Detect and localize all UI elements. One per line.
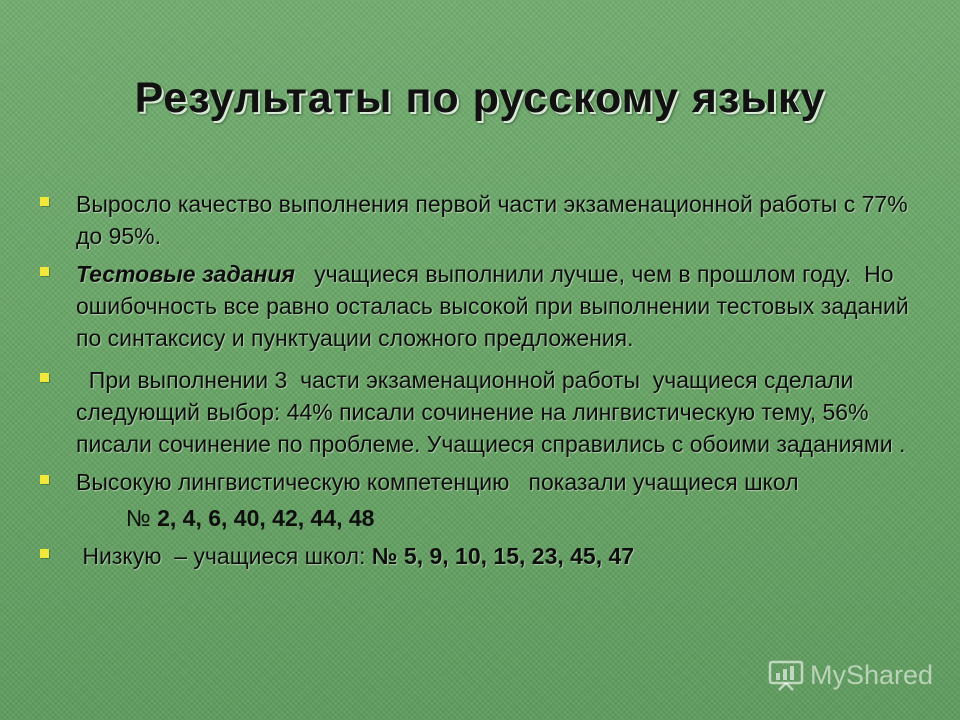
bullet-item-high-competence — [40, 466, 930, 498]
high-schools-line — [40, 502, 930, 534]
bullet-list — [40, 188, 930, 572]
presentation-board-icon — [768, 659, 804, 691]
bullet-text: Выросло качество выполнения первой части экзаменационной работы с 77% до 95%. — [76, 191, 908, 249]
bullet-item-quality — [40, 188, 930, 252]
bullet-item-low — [40, 540, 930, 572]
bullet-item-tests — [40, 258, 930, 354]
square-bullet-icon — [40, 197, 49, 206]
bullet-text: учащиеся выполнили лучше, чем в прошлом году. Но ошибочность все равно осталась высокой при выполнении тестовых заданий по синтаксису и пунктуации сложного предложения. — [76, 261, 916, 351]
number-sign: № — [126, 505, 158, 531]
bullet-text: Высокую лингвистическую компетенцию показали учащиеся школ — [76, 469, 799, 495]
bullet-emphasis: Тестовые задания — [76, 261, 295, 287]
square-bullet-icon — [40, 475, 49, 484]
square-bullet-icon — [40, 549, 49, 558]
bullet-item-essay — [40, 364, 930, 460]
bullet-text: При выполнении 3 части экзаменационной работы учащиеся сделали следующий выбор: 44% писали сочинение на лингвистическую тему, 56% писали сочинение по проблеме. Учащиеся справились с обоими заданиями . — [76, 367, 906, 457]
high-schools-numbers: 2, 4, 6, 40, 42, 44, 48 — [157, 505, 375, 531]
square-bullet-icon — [40, 373, 49, 382]
low-schools-numbers: № 5, 9, 10, 15, 23, 45, 47 — [371, 543, 635, 569]
slide-title: Результаты по русскому языку — [134, 74, 826, 122]
bullet-text: Низкую – учащиеся школ: — [76, 543, 372, 569]
square-bullet-icon — [40, 267, 49, 276]
watermark — [768, 655, 933, 695]
watermark-text: MyShared — [810, 659, 934, 690]
